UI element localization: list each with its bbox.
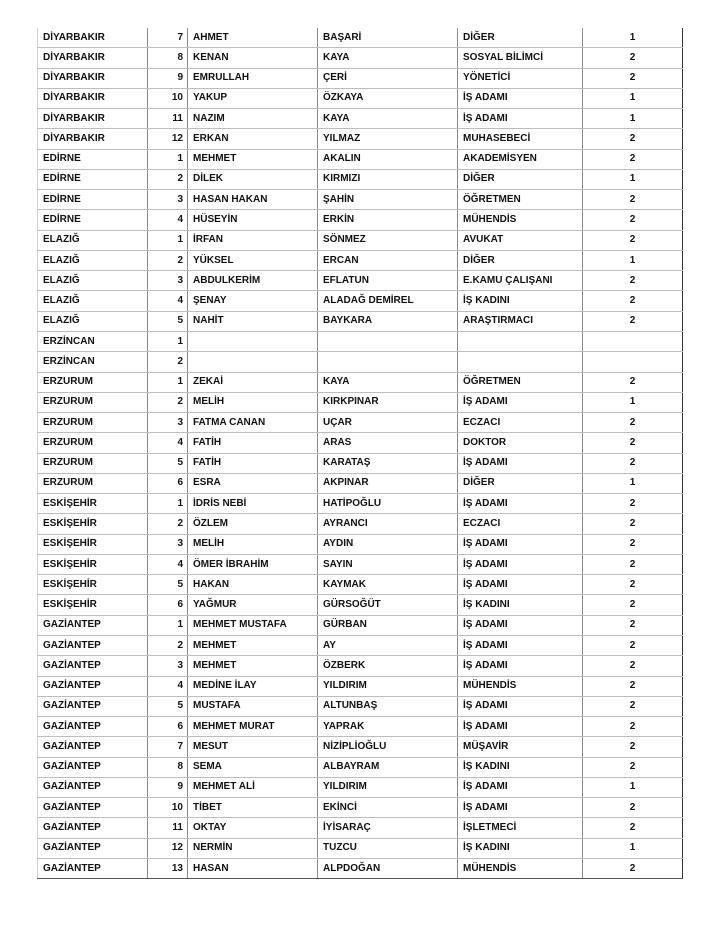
table-row bbox=[38, 129, 683, 149]
first-name-cell: ŞENAY bbox=[188, 291, 318, 311]
city-cell: GAZİANTEP bbox=[38, 818, 148, 838]
first-name-cell: İDRİS NEBİ bbox=[188, 494, 318, 514]
first-name-cell: KENAN bbox=[188, 48, 318, 68]
score-cell: 2 bbox=[583, 656, 683, 676]
table-row bbox=[38, 838, 683, 858]
number-cell: 4 bbox=[148, 676, 188, 696]
last-name-cell: KAYA bbox=[318, 372, 458, 392]
score-cell: 2 bbox=[583, 514, 683, 534]
first-name-cell: ESRA bbox=[188, 473, 318, 493]
city-cell: ELAZIĞ bbox=[38, 311, 148, 331]
first-name-cell: MEHMET MURAT bbox=[188, 717, 318, 737]
first-name-cell: AHMET bbox=[188, 28, 318, 48]
last-name-cell: ÖZKAYA bbox=[318, 88, 458, 108]
profession-cell: YÖNETİCİ bbox=[458, 68, 583, 88]
last-name-cell: AKALIN bbox=[318, 149, 458, 169]
profession-cell: AKADEMİSYEN bbox=[458, 149, 583, 169]
profession-cell: DOKTOR bbox=[458, 433, 583, 453]
number-cell: 2 bbox=[148, 392, 188, 412]
first-name-cell: ERKAN bbox=[188, 129, 318, 149]
number-cell: 2 bbox=[148, 352, 188, 372]
first-name-cell: MEHMET bbox=[188, 656, 318, 676]
score-cell: 2 bbox=[583, 190, 683, 210]
number-cell: 7 bbox=[148, 28, 188, 48]
last-name-cell: YAPRAK bbox=[318, 717, 458, 737]
last-name-cell: ERCAN bbox=[318, 250, 458, 270]
city-cell: GAZİANTEP bbox=[38, 635, 148, 655]
last-name-cell: AY bbox=[318, 635, 458, 655]
last-name-cell: EKİNCİ bbox=[318, 798, 458, 818]
table-row bbox=[38, 615, 683, 635]
city-cell: ERZURUM bbox=[38, 433, 148, 453]
profession-cell: E.KAMU ÇALIŞANI bbox=[458, 271, 583, 291]
city-cell: ESKİŞEHİR bbox=[38, 575, 148, 595]
number-cell: 12 bbox=[148, 838, 188, 858]
table-body bbox=[38, 28, 683, 879]
first-name-cell: FATİH bbox=[188, 453, 318, 473]
profession-cell: İŞ ADAMI bbox=[458, 554, 583, 574]
table-row bbox=[38, 696, 683, 716]
table-row bbox=[38, 169, 683, 189]
city-cell: DİYARBAKIR bbox=[38, 48, 148, 68]
city-cell: DİYARBAKIR bbox=[38, 88, 148, 108]
first-name-cell: ABDULKERİM bbox=[188, 271, 318, 291]
number-cell: 13 bbox=[148, 858, 188, 878]
last-name-cell: KAYA bbox=[318, 48, 458, 68]
table-row bbox=[38, 230, 683, 250]
score-cell: 2 bbox=[583, 554, 683, 574]
table-row bbox=[38, 737, 683, 757]
profession-cell: ARAŞTIRMACI bbox=[458, 311, 583, 331]
number-cell: 9 bbox=[148, 68, 188, 88]
last-name-cell: KAYA bbox=[318, 109, 458, 129]
first-name-cell: HAKAN bbox=[188, 575, 318, 595]
score-cell: 2 bbox=[583, 413, 683, 433]
city-cell: GAZİANTEP bbox=[38, 696, 148, 716]
last-name-cell bbox=[318, 331, 458, 351]
profession-cell: İŞLETMECİ bbox=[458, 818, 583, 838]
score-cell: 2 bbox=[583, 68, 683, 88]
number-cell: 1 bbox=[148, 372, 188, 392]
number-cell: 1 bbox=[148, 331, 188, 351]
number-cell: 8 bbox=[148, 757, 188, 777]
score-cell: 2 bbox=[583, 48, 683, 68]
last-name-cell: BAŞARİ bbox=[318, 28, 458, 48]
city-cell: EDİRNE bbox=[38, 149, 148, 169]
profession-cell: DİĞER bbox=[458, 28, 583, 48]
number-cell: 10 bbox=[148, 88, 188, 108]
first-name-cell: MEDİNE İLAY bbox=[188, 676, 318, 696]
profession-cell: DİĞER bbox=[458, 250, 583, 270]
last-name-cell: İYİSARAÇ bbox=[318, 818, 458, 838]
table-row bbox=[38, 190, 683, 210]
profession-cell: İŞ KADINI bbox=[458, 595, 583, 615]
score-cell: 2 bbox=[583, 372, 683, 392]
last-name-cell: GÜRBAN bbox=[318, 615, 458, 635]
table-row bbox=[38, 149, 683, 169]
first-name-cell: ÖZLEM bbox=[188, 514, 318, 534]
city-cell: GAZİANTEP bbox=[38, 656, 148, 676]
score-cell bbox=[583, 352, 683, 372]
first-name-cell: MEHMET MUSTAFA bbox=[188, 615, 318, 635]
first-name-cell: MEHMET bbox=[188, 635, 318, 655]
first-name-cell: NAHİT bbox=[188, 311, 318, 331]
score-cell: 2 bbox=[583, 696, 683, 716]
number-cell: 12 bbox=[148, 129, 188, 149]
score-cell: 2 bbox=[583, 271, 683, 291]
profession-cell: SOSYAL BİLİMCİ bbox=[458, 48, 583, 68]
city-cell: ERZURUM bbox=[38, 473, 148, 493]
score-cell: 2 bbox=[583, 210, 683, 230]
number-cell: 3 bbox=[148, 656, 188, 676]
profession-cell: İŞ ADAMI bbox=[458, 494, 583, 514]
city-cell: GAZİANTEP bbox=[38, 717, 148, 737]
score-cell: 2 bbox=[583, 129, 683, 149]
city-cell: EDİRNE bbox=[38, 210, 148, 230]
table-row bbox=[38, 433, 683, 453]
profession-cell: İŞ ADAMI bbox=[458, 656, 583, 676]
profession-cell: MÜŞAVİR bbox=[458, 737, 583, 757]
first-name-cell: HASAN bbox=[188, 858, 318, 878]
profession-cell: İŞ ADAMI bbox=[458, 453, 583, 473]
profession-cell: İŞ ADAMI bbox=[458, 109, 583, 129]
number-cell: 6 bbox=[148, 595, 188, 615]
table-row bbox=[38, 392, 683, 412]
score-cell: 2 bbox=[583, 575, 683, 595]
score-cell: 2 bbox=[583, 534, 683, 554]
score-cell: 2 bbox=[583, 676, 683, 696]
first-name-cell: NERMİN bbox=[188, 838, 318, 858]
number-cell: 4 bbox=[148, 291, 188, 311]
first-name-cell: HASAN HAKAN bbox=[188, 190, 318, 210]
score-cell: 2 bbox=[583, 818, 683, 838]
first-name-cell: ÖMER İBRAHİM bbox=[188, 554, 318, 574]
number-cell: 5 bbox=[148, 311, 188, 331]
city-cell: ERZURUM bbox=[38, 392, 148, 412]
score-cell: 2 bbox=[583, 230, 683, 250]
first-name-cell: YAKUP bbox=[188, 88, 318, 108]
last-name-cell: BAYKARA bbox=[318, 311, 458, 331]
number-cell: 4 bbox=[148, 433, 188, 453]
table-row bbox=[38, 514, 683, 534]
table-row bbox=[38, 635, 683, 655]
last-name-cell: HATİPOĞLU bbox=[318, 494, 458, 514]
city-cell: ELAZIĞ bbox=[38, 250, 148, 270]
score-cell: 1 bbox=[583, 777, 683, 797]
city-cell: DİYARBAKIR bbox=[38, 129, 148, 149]
profession-cell: İŞ ADAMI bbox=[458, 575, 583, 595]
number-cell: 4 bbox=[148, 554, 188, 574]
last-name-cell: KIRMIZI bbox=[318, 169, 458, 189]
table-row bbox=[38, 717, 683, 737]
first-name-cell bbox=[188, 352, 318, 372]
score-cell: 1 bbox=[583, 392, 683, 412]
first-name-cell: MELİH bbox=[188, 392, 318, 412]
profession-cell: ÖĞRETMEN bbox=[458, 372, 583, 392]
table-row bbox=[38, 554, 683, 574]
profession-cell: İŞ KADINI bbox=[458, 291, 583, 311]
last-name-cell: TUZCU bbox=[318, 838, 458, 858]
profession-cell: AVUKAT bbox=[458, 230, 583, 250]
number-cell: 3 bbox=[148, 271, 188, 291]
profession-cell: İŞ KADINI bbox=[458, 838, 583, 858]
number-cell: 1 bbox=[148, 494, 188, 514]
table-row bbox=[38, 250, 683, 270]
first-name-cell: DİLEK bbox=[188, 169, 318, 189]
number-cell: 6 bbox=[148, 473, 188, 493]
score-cell: 2 bbox=[583, 798, 683, 818]
first-name-cell: ZEKAİ bbox=[188, 372, 318, 392]
number-cell: 2 bbox=[148, 635, 188, 655]
score-cell: 2 bbox=[583, 311, 683, 331]
city-cell: ELAZIĞ bbox=[38, 271, 148, 291]
number-cell: 2 bbox=[148, 169, 188, 189]
last-name-cell: ALPDOĞAN bbox=[318, 858, 458, 878]
last-name-cell: ÇERİ bbox=[318, 68, 458, 88]
score-cell: 1 bbox=[583, 28, 683, 48]
table-row bbox=[38, 271, 683, 291]
number-cell: 7 bbox=[148, 737, 188, 757]
city-cell: EDİRNE bbox=[38, 169, 148, 189]
last-name-cell: ALBAYRAM bbox=[318, 757, 458, 777]
city-cell: DİYARBAKIR bbox=[38, 109, 148, 129]
city-cell: GAZİANTEP bbox=[38, 676, 148, 696]
profession-cell: İŞ ADAMI bbox=[458, 615, 583, 635]
last-name-cell: ÖZBERK bbox=[318, 656, 458, 676]
number-cell: 9 bbox=[148, 777, 188, 797]
first-name-cell: NAZIM bbox=[188, 109, 318, 129]
profession-cell bbox=[458, 331, 583, 351]
last-name-cell: NİZİPLİOĞLU bbox=[318, 737, 458, 757]
number-cell: 10 bbox=[148, 798, 188, 818]
first-name-cell: HÜSEYİN bbox=[188, 210, 318, 230]
table-row bbox=[38, 473, 683, 493]
city-cell: GAZİANTEP bbox=[38, 858, 148, 878]
profession-cell: MÜHENDİS bbox=[458, 676, 583, 696]
table-row bbox=[38, 798, 683, 818]
city-cell: ESKİŞEHİR bbox=[38, 514, 148, 534]
city-cell: GAZİANTEP bbox=[38, 798, 148, 818]
number-cell: 3 bbox=[148, 534, 188, 554]
table-row bbox=[38, 352, 683, 372]
score-cell: 2 bbox=[583, 717, 683, 737]
first-name-cell: FATMA CANAN bbox=[188, 413, 318, 433]
profession-cell: MÜHENDİS bbox=[458, 858, 583, 878]
first-name-cell: MUSTAFA bbox=[188, 696, 318, 716]
city-cell: ERZURUM bbox=[38, 413, 148, 433]
city-cell: GAZİANTEP bbox=[38, 838, 148, 858]
table-row bbox=[38, 858, 683, 878]
last-name-cell: AYDIN bbox=[318, 534, 458, 554]
last-name-cell: ARAS bbox=[318, 433, 458, 453]
city-cell: GAZİANTEP bbox=[38, 615, 148, 635]
profession-cell: ECZACI bbox=[458, 413, 583, 433]
city-cell: ERZURUM bbox=[38, 453, 148, 473]
table-row bbox=[38, 331, 683, 351]
city-cell: DİYARBAKIR bbox=[38, 68, 148, 88]
score-cell: 2 bbox=[583, 595, 683, 615]
last-name-cell: ŞAHİN bbox=[318, 190, 458, 210]
number-cell: 3 bbox=[148, 413, 188, 433]
score-cell: 2 bbox=[583, 494, 683, 514]
profession-cell: DİĞER bbox=[458, 473, 583, 493]
profession-cell: MUHASEBECİ bbox=[458, 129, 583, 149]
table-row bbox=[38, 453, 683, 473]
score-cell: 2 bbox=[583, 149, 683, 169]
city-cell: EDİRNE bbox=[38, 190, 148, 210]
table-row bbox=[38, 372, 683, 392]
table-row bbox=[38, 494, 683, 514]
score-cell: 2 bbox=[583, 291, 683, 311]
score-cell: 2 bbox=[583, 737, 683, 757]
table-row bbox=[38, 88, 683, 108]
number-cell: 1 bbox=[148, 149, 188, 169]
table-row bbox=[38, 575, 683, 595]
number-cell: 4 bbox=[148, 210, 188, 230]
first-name-cell: MEHMET bbox=[188, 149, 318, 169]
first-name-cell: OKTAY bbox=[188, 818, 318, 838]
table-row bbox=[38, 595, 683, 615]
score-cell: 2 bbox=[583, 635, 683, 655]
score-cell: 1 bbox=[583, 473, 683, 493]
score-cell: 2 bbox=[583, 453, 683, 473]
city-cell: GAZİANTEP bbox=[38, 777, 148, 797]
city-cell: ERZURUM bbox=[38, 372, 148, 392]
last-name-cell: GÜRSOĞÜT bbox=[318, 595, 458, 615]
score-cell: 1 bbox=[583, 250, 683, 270]
city-cell: ERZİNCAN bbox=[38, 331, 148, 351]
profession-cell bbox=[458, 352, 583, 372]
table-row bbox=[38, 48, 683, 68]
score-cell: 2 bbox=[583, 615, 683, 635]
table-row bbox=[38, 109, 683, 129]
first-name-cell: YÜKSEL bbox=[188, 250, 318, 270]
city-cell: ESKİŞEHİR bbox=[38, 494, 148, 514]
score-cell: 1 bbox=[583, 109, 683, 129]
last-name-cell: SAYIN bbox=[318, 554, 458, 574]
first-name-cell bbox=[188, 331, 318, 351]
number-cell: 6 bbox=[148, 717, 188, 737]
first-name-cell: İRFAN bbox=[188, 230, 318, 250]
number-cell: 11 bbox=[148, 818, 188, 838]
city-cell: DİYARBAKIR bbox=[38, 28, 148, 48]
profession-cell: İŞ ADAMI bbox=[458, 717, 583, 737]
city-cell: GAZİANTEP bbox=[38, 737, 148, 757]
profession-cell: DİĞER bbox=[458, 169, 583, 189]
score-cell: 2 bbox=[583, 757, 683, 777]
profession-cell: İŞ ADAMI bbox=[458, 534, 583, 554]
last-name-cell: KIRKPINAR bbox=[318, 392, 458, 412]
first-name-cell: YAĞMUR bbox=[188, 595, 318, 615]
city-cell: GAZİANTEP bbox=[38, 757, 148, 777]
table-row bbox=[38, 676, 683, 696]
last-name-cell: UÇAR bbox=[318, 413, 458, 433]
first-name-cell: MELİH bbox=[188, 534, 318, 554]
number-cell: 5 bbox=[148, 696, 188, 716]
table-row bbox=[38, 28, 683, 48]
last-name-cell: SÖNMEZ bbox=[318, 230, 458, 250]
number-cell: 2 bbox=[148, 514, 188, 534]
number-cell: 1 bbox=[148, 230, 188, 250]
city-cell: ESKİŞEHİR bbox=[38, 595, 148, 615]
score-cell: 2 bbox=[583, 433, 683, 453]
profession-cell: İŞ ADAMI bbox=[458, 635, 583, 655]
profession-cell: İŞ KADINI bbox=[458, 757, 583, 777]
profession-cell: İŞ ADAMI bbox=[458, 777, 583, 797]
profession-cell: İŞ ADAMI bbox=[458, 392, 583, 412]
table-row bbox=[38, 291, 683, 311]
city-cell: ELAZIĞ bbox=[38, 230, 148, 250]
candidate-table bbox=[37, 28, 683, 879]
number-cell: 1 bbox=[148, 615, 188, 635]
table-row bbox=[38, 757, 683, 777]
last-name-cell bbox=[318, 352, 458, 372]
number-cell: 3 bbox=[148, 190, 188, 210]
number-cell: 5 bbox=[148, 453, 188, 473]
last-name-cell: YILDIRIM bbox=[318, 777, 458, 797]
profession-cell: ECZACI bbox=[458, 514, 583, 534]
last-name-cell: YILMAZ bbox=[318, 129, 458, 149]
table-row bbox=[38, 818, 683, 838]
first-name-cell: TİBET bbox=[188, 798, 318, 818]
score-cell: 1 bbox=[583, 169, 683, 189]
table-row bbox=[38, 777, 683, 797]
table-row bbox=[38, 68, 683, 88]
score-cell: 1 bbox=[583, 838, 683, 858]
profession-cell: ÖĞRETMEN bbox=[458, 190, 583, 210]
score-cell: 2 bbox=[583, 858, 683, 878]
first-name-cell: FATİH bbox=[188, 433, 318, 453]
last-name-cell: ALTUNBAŞ bbox=[318, 696, 458, 716]
last-name-cell: ERKİN bbox=[318, 210, 458, 230]
profession-cell: MÜHENDİS bbox=[458, 210, 583, 230]
profession-cell: İŞ ADAMI bbox=[458, 88, 583, 108]
last-name-cell: AKPINAR bbox=[318, 473, 458, 493]
city-cell: ERZİNCAN bbox=[38, 352, 148, 372]
table-row bbox=[38, 656, 683, 676]
score-cell bbox=[583, 331, 683, 351]
first-name-cell: MESUT bbox=[188, 737, 318, 757]
last-name-cell: YILDIRIM bbox=[318, 676, 458, 696]
table-row bbox=[38, 311, 683, 331]
table-row bbox=[38, 534, 683, 554]
score-cell: 1 bbox=[583, 88, 683, 108]
first-name-cell: MEHMET ALİ bbox=[188, 777, 318, 797]
profession-cell: İŞ ADAMI bbox=[458, 798, 583, 818]
city-cell: ESKİŞEHİR bbox=[38, 534, 148, 554]
number-cell: 5 bbox=[148, 575, 188, 595]
first-name-cell: EMRULLAH bbox=[188, 68, 318, 88]
city-cell: ESKİŞEHİR bbox=[38, 554, 148, 574]
last-name-cell: KAYMAK bbox=[318, 575, 458, 595]
table-row bbox=[38, 210, 683, 230]
last-name-cell: KARATAŞ bbox=[318, 453, 458, 473]
first-name-cell: SEMA bbox=[188, 757, 318, 777]
number-cell: 8 bbox=[148, 48, 188, 68]
last-name-cell: ALADAĞ DEMİREL bbox=[318, 291, 458, 311]
last-name-cell: AYRANCI bbox=[318, 514, 458, 534]
profession-cell: İŞ ADAMI bbox=[458, 696, 583, 716]
number-cell: 2 bbox=[148, 250, 188, 270]
number-cell: 11 bbox=[148, 109, 188, 129]
last-name-cell: EFLATUN bbox=[318, 271, 458, 291]
city-cell: ELAZIĞ bbox=[38, 291, 148, 311]
table-row bbox=[38, 413, 683, 433]
